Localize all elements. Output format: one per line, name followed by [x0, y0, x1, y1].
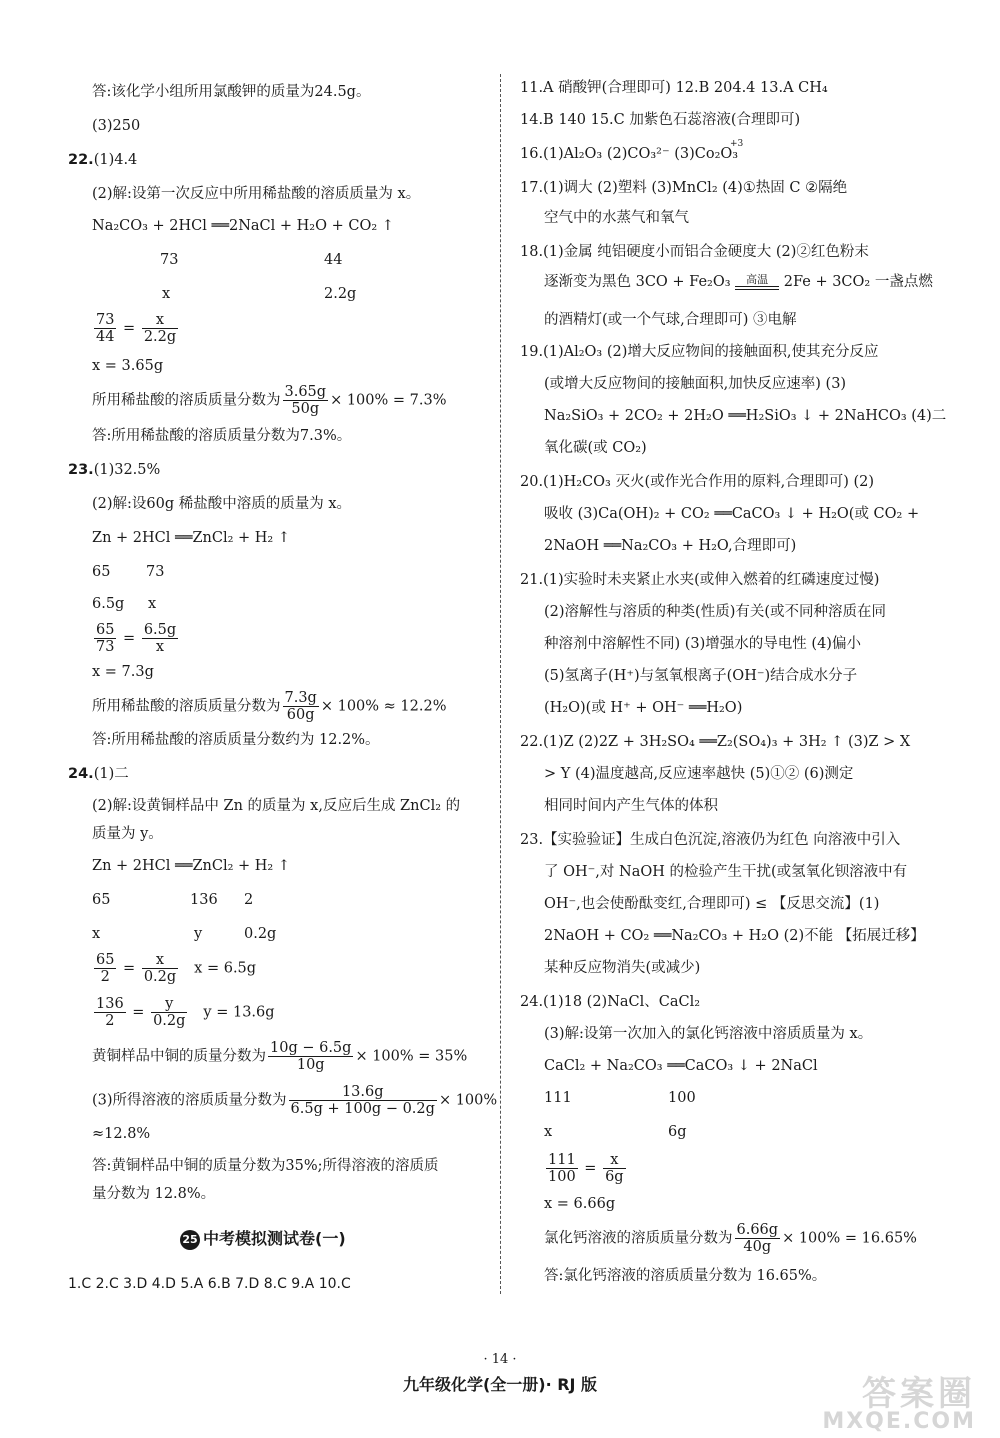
proportion-equation: $\frac{73}{44}$ = $\frac{x}{2.2g}$ — [96, 312, 177, 345]
fraction-denominator: 40g — [743, 1239, 772, 1255]
proportion-equation: $\frac{111}{100}$ = $\frac{x}{6g}$ — [548, 1152, 624, 1185]
calc-result: × 100% = 35% — [355, 1048, 468, 1065]
answer-text: 23.【实验验证】生成白色沉淀,溶液仍为红色 向溶液中引入 — [520, 832, 901, 848]
fraction-denominator: 73 — [96, 639, 115, 655]
calc-result: × 100% = 7.3% — [330, 392, 447, 409]
answer-text: 答:黄铜样品中铜的质量分数为35%;所得溶液的溶质质 — [92, 1158, 439, 1174]
chemical-equation: 吸收 (3)Ca(OH)₂ + CO₂ ══CaCO₃ ↓ + H₂O(或 CO₂ + — [544, 506, 920, 522]
answer-text: (2)解:设黄铜样品中 Zn 的质量为 x,反应后生成 ZnCl₂ 的 — [92, 798, 461, 814]
answer-text: (2)溶解性与溶质的种类(性质)有关(或不同种溶质在同 — [544, 604, 887, 620]
question-number: 23. — [68, 462, 94, 478]
fraction-numerator: 73 — [96, 312, 115, 328]
calc-label: 氯化钙溶液的溶质质量分数为 — [544, 1230, 733, 1247]
answer-text: 量分数为 12.8%。 — [92, 1186, 216, 1202]
answer-text: 14.B 140 15.C 加紫色石蕊溶液(合理即可) — [520, 112, 801, 128]
multiple-choice-answers: 1.C 2.C 3.D 4.D 5.A 6.B 7.D 8.C 9.A 10.C — [68, 1276, 351, 1292]
percentage-calc — [92, 1040, 467, 1073]
oxidation-state: +3 — [730, 139, 744, 149]
calc-label: 所用稀盐酸的溶质质量分数为 — [92, 698, 281, 715]
fraction-numerator: 13.6g — [289, 1084, 437, 1101]
answer-text: 2Fe + 3CO₂ 一盏点燃 — [783, 274, 933, 290]
answer-text: 24.(1)18 (2)NaCl、CaCl₂ — [520, 994, 701, 1010]
question-22 — [68, 150, 137, 170]
section-number-badge: 25 — [180, 1230, 200, 1250]
proportion-equation: $\frac{65}{2}$ = $\frac{x}{0.2g}$ x = 6.5g — [96, 952, 257, 985]
chemical-equation: 2NaOH ══Na₂CO₃ + H₂O,合理即可) — [544, 538, 797, 554]
fraction-denominator: 44 — [96, 329, 115, 345]
answer-text: > Y (4)温度越高,反应速率越快 (5)①② (6)测定 — [544, 766, 854, 782]
watermark-url: MXQE.COM — [822, 1409, 976, 1434]
answer-text: 相同时间内产生气体的体积 — [544, 798, 718, 814]
answer-text: 种溶剂中溶解性不同) (3)增强水的导电性 (4)偏小 — [544, 636, 861, 652]
calc-result: × 100% ≈ 12.2% — [320, 698, 447, 715]
molar-mass: 100 — [668, 1090, 696, 1106]
fraction-numerator: 65 — [96, 622, 115, 638]
answer-text: 质量为 y。 — [92, 826, 163, 842]
answer-text: 逐渐变为黑色 3CO + Fe₂O₃ — [544, 274, 731, 290]
chemical-equation: CaCl₂ + Na₂CO₃ ══CaCO₃ ↓ + 2NaCl — [544, 1058, 818, 1074]
answer-text: (1)4.4 — [93, 152, 138, 168]
result-text: x = 3.65g — [92, 358, 164, 374]
variable: x — [162, 286, 171, 302]
given-mass: 2.2g — [324, 286, 357, 302]
watermark-logo-text: 答案圈 — [862, 1374, 976, 1414]
answer-text: 20.(1)H₂CO₃ 灭火(或作光合作用的原料,合理即可) (2) — [520, 474, 875, 490]
fraction-numerator: 6.66g — [736, 1222, 779, 1238]
fraction-denominator: 2 — [100, 969, 110, 985]
variable: x — [148, 596, 157, 612]
equals-bar — [735, 286, 779, 290]
chemical-equation: Zn + 2HCl ══ZnCl₂ + H₂ ↑ — [92, 858, 290, 874]
molar-mass: 111 — [544, 1090, 572, 1106]
variable: y — [194, 926, 203, 942]
fraction-numerator: 3.65g — [284, 384, 327, 400]
molar-mass: 65 — [92, 892, 111, 908]
fraction-numerator: 7.3g — [284, 690, 317, 706]
answer-text: 答:氯化钙溶液的溶质质量分数为 16.65%。 — [544, 1268, 827, 1284]
answer-text: (1)二 — [93, 766, 129, 782]
answer-text: 16.(1)Al₂O₃ (2)CO₃²⁻ (3)Co₂O₃ — [520, 146, 739, 162]
fraction-denominator: 2 — [105, 1013, 115, 1029]
calc-label: 所用稀盐酸的溶质质量分数为 — [92, 392, 281, 409]
answer-text: 答:所用稀盐酸的溶质质量分数约为 12.2%。 — [92, 732, 380, 748]
fraction-numerator: 65 — [96, 952, 115, 968]
chemical-equation: Na₂SiO₃ + 2CO₂ + 2H₂O ══H₂SiO₃ ↓ + 2NaHCO₃ (4)二 — [544, 408, 947, 424]
answer-text: (2)解:设60g 稀盐酸中溶质的质量为 x。 — [92, 496, 352, 512]
calc-result: × 100% = 16.65% — [782, 1230, 917, 1247]
section-title — [180, 1226, 346, 1250]
condition-label: 高温 — [746, 273, 769, 286]
given-mass: 6.5g — [92, 596, 125, 612]
proportion-equation: $\frac{136}{2}$ = $\frac{y}{0.2g}$ y = 13.6g — [96, 996, 275, 1029]
reaction-condition — [735, 274, 779, 290]
fraction-denominator: 0.2g — [143, 969, 177, 985]
answer-text: 11.A 硝酸钾(合理即可) 12.B 204.4 13.A CH₄ — [520, 80, 828, 96]
fraction-numerator: 6.5g — [143, 622, 177, 638]
fraction-denominator: 6.5g + 100g − 0.2g — [290, 1101, 435, 1117]
given-mass: 6g — [668, 1124, 687, 1140]
fraction-numerator: x — [603, 1152, 626, 1169]
answer-text: (3)解:设第一次加入的氯化钙溶液中溶质质量为 x。 — [544, 1026, 873, 1042]
site-watermark — [822, 1374, 976, 1436]
answer-text: (5)氢离子(H⁺)与氢氧根离子(OH⁻)结合成水分子 — [544, 668, 858, 684]
percentage-calc — [92, 690, 447, 723]
molar-mass: 73 — [146, 564, 165, 580]
proportion-equation: $\frac{65}{73}$ = $\frac{6.5g}{x}$ — [96, 622, 177, 655]
result-text: x = 6.5g — [194, 960, 257, 977]
answer-line-16 — [520, 139, 744, 164]
calc-label: 黄铜样品中铜的质量分数为 — [92, 1048, 266, 1065]
result-text: x = 7.3g — [92, 664, 154, 680]
answer-text: 某种反应物消失(或减少) — [544, 960, 701, 976]
answer-text: 18.(1)金属 纯铝硬度小而铝合金硬度大 (2)②红色粉末 — [520, 244, 869, 260]
answer-text: (H₂O)(或 H⁺ + OH⁻ ══H₂O) — [544, 700, 743, 716]
calc-label: (3)所得溶液的溶质质量分数为 — [92, 1092, 287, 1109]
fraction-numerator: x — [142, 312, 178, 329]
question-24 — [68, 764, 129, 784]
question-number: 22. — [68, 152, 94, 168]
question-23 — [68, 460, 160, 480]
answer-text: 答:所用稀盐酸的溶质质量分数为7.3%。 — [92, 428, 352, 444]
fraction-denominator: 0.2g — [153, 1013, 186, 1029]
fraction-denominator: 2.2g — [143, 329, 177, 345]
fraction-numerator: 10g − 6.5g — [270, 1040, 352, 1056]
section-title-text: 中考模拟测试卷(一) — [203, 1229, 346, 1248]
fraction-denominator: 6g — [605, 1169, 624, 1185]
page-number: · 14 · — [483, 1352, 517, 1367]
molar-mass: 44 — [324, 252, 343, 268]
fraction-denominator: 60g — [286, 707, 315, 723]
chemical-equation: Na₂CO₃ + 2HCl ══2NaCl + H₂O + CO₂ ↑ — [92, 218, 394, 234]
calc-result: × 100% — [438, 1092, 498, 1109]
answer-text: 的酒精灯(或一个气球,合理即可) ③电解 — [544, 312, 797, 328]
given-mass: 0.2g — [244, 926, 277, 942]
fraction-numerator: 136 — [96, 996, 124, 1012]
result-text: x = 6.66g — [544, 1196, 616, 1212]
fraction-numerator: 111 — [548, 1152, 576, 1168]
answer-text: 空气中的水蒸气和氧气 — [544, 210, 689, 226]
molar-mass: 73 — [160, 252, 179, 268]
answer-text: 19.(1)Al₂O₃ (2)增大反应物间的接触面积,使其充分反应 — [520, 344, 879, 360]
molar-mass: 136 — [190, 892, 218, 908]
molar-mass: 2 — [244, 892, 254, 908]
molar-mass: 65 — [92, 564, 111, 580]
answer-text: (3)250 — [92, 118, 141, 134]
answer-text: 氧化碳(或 CO₂) — [544, 440, 647, 456]
book-title: 九年级化学(全一册)· RJ 版 — [402, 1375, 598, 1394]
answer-text: (2)解:设第一次反应中所用稀盐酸的溶质质量为 x。 — [92, 186, 421, 202]
percentage-calc — [544, 1222, 917, 1255]
answer-text: OH⁻,也会使酚酞变红,合理即可) ≤ 【反思交流】(1) — [544, 896, 880, 912]
fraction-numerator: y — [151, 996, 187, 1013]
answer-text: 答:该化学小组所用氯酸钾的质量为24.5g。 — [92, 84, 371, 100]
question-number: 24. — [68, 766, 94, 782]
answer-text: 17.(1)调大 (2)塑料 (3)MnCl₂ (4)①热固 C ②隔绝 — [520, 180, 848, 196]
chemical-equation: 2NaOH + CO₂ ══Na₂CO₃ + H₂O (2)不能 【拓展迁移】 — [544, 928, 925, 944]
percentage-calc — [92, 1084, 497, 1117]
answer-text: (或增大反应物间的接触面积,加快反应速率) (3) — [544, 376, 847, 392]
answer-line-18b — [544, 272, 933, 292]
answer-text: 了 OH⁻,对 NaOH 的检验产生干扰(或氢氧化钡溶液中有 — [544, 864, 908, 880]
variable: x — [92, 926, 101, 942]
answer-text: 21.(1)实验时未夹紧止水夹(或伸入燃着的红磷速度过慢) — [520, 572, 880, 588]
result-text: ≈12.8% — [92, 1126, 151, 1142]
fraction-denominator: x — [155, 639, 165, 655]
fraction-denominator: 100 — [548, 1169, 576, 1185]
percentage-calc — [92, 384, 447, 417]
fraction-denominator: 50g — [291, 401, 320, 417]
fraction-denominator: 10g — [296, 1057, 325, 1073]
chemical-equation: 22.(1)Z (2)2Z + 3H₂SO₄ ══Z₂(SO₄)₃ + 3H₂ ↑ (3)Z > X — [520, 734, 911, 750]
result-text: y = 13.6g — [203, 1004, 275, 1021]
fraction-numerator: x — [142, 952, 178, 969]
column-divider — [500, 74, 501, 1294]
answer-text: (1)32.5% — [93, 462, 161, 478]
chemical-equation: Zn + 2HCl ══ZnCl₂ + H₂ ↑ — [92, 530, 290, 546]
variable: x — [544, 1124, 553, 1140]
